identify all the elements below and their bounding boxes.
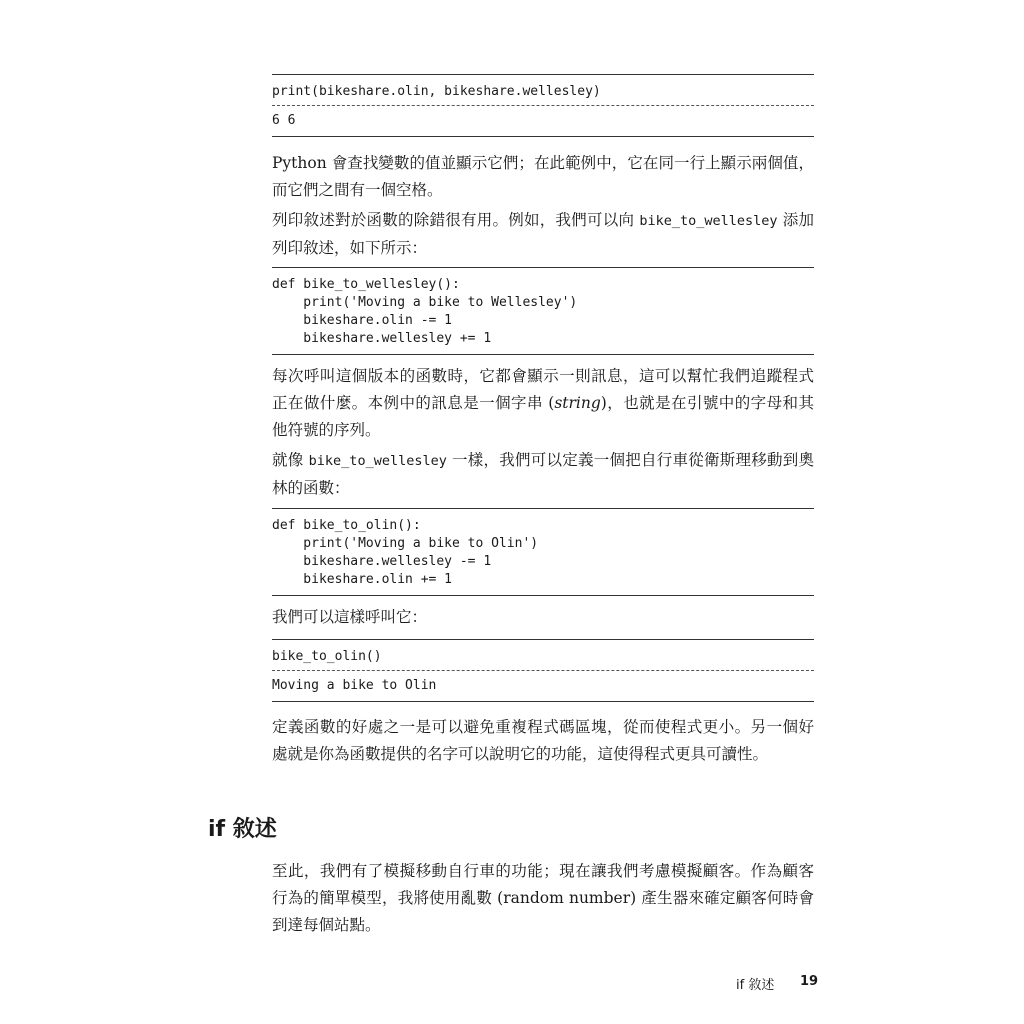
paragraph-customer-model: 至此，我們有了模擬移動自行車的功能；現在讓我們考慮模擬顧客。作為顧客行為的簡單模型，我將使用亂數 (random number) 產生器來確定顧客何時會到達每個站點。 bbox=[272, 862, 814, 934]
paragraph-text: 每次呼叫這個版本的函數時，它都會顯示一則訊息，這可以幫忙我們追蹤程式正在做什麼。本例中的訊息是一個字串 ( bbox=[272, 367, 814, 412]
paragraph-text: 列印敘述對於函數的除錯很有用。例如，我們可以向 bbox=[272, 211, 640, 229]
code-output: 6 6 bbox=[272, 105, 814, 136]
inline-code: bike_to_wellesley bbox=[639, 213, 778, 229]
code-block-bike-to-wellesley bbox=[272, 267, 814, 355]
code-block-call-bike-to-olin bbox=[272, 639, 814, 702]
paragraph-call-it: 我們可以這樣呼叫它： bbox=[272, 608, 428, 626]
paragraph-text: 添加列印敘述，如下所示： bbox=[272, 211, 814, 257]
inline-code: bike_to_wellesley bbox=[308, 453, 447, 469]
page-number: 19 bbox=[800, 974, 819, 989]
paragraph-python-display: Python 會查找變數的值並顯示它們；在此範例中，它在同一行上顯示兩個值，而它們之間有一個空格。 bbox=[272, 154, 814, 199]
paragraph-function-benefits: 定義函數的好處之一是可以避免重複程式碼區塊，從而使程式更小。另一個好處就是你為函數提供的名字可以說明它的功能，這使得程式更具可讀性。 bbox=[272, 718, 814, 763]
paragraph-text: 一樣，我們可以定義一個把自行車從衛斯理移動到奧林的函數： bbox=[272, 451, 814, 497]
paragraph-text: 就像 bbox=[272, 451, 309, 469]
code-block-print bbox=[272, 74, 814, 137]
code-output: Moving a bike to Olin bbox=[272, 670, 814, 701]
paragraph-text: )，也就是在引號中的字母和其他符號的序列。 bbox=[272, 394, 814, 439]
code-input: def bike_to_olin(): print('Moving a bike to Olin') bikeshare.wellesley -= 1 bikeshare.olin += 1 bbox=[272, 518, 539, 587]
paragraph-print-debugging bbox=[272, 207, 814, 262]
code-input: def bike_to_wellesley(): print('Moving a bike to Wellesley') bikeshare.olin -= 1 bikeshare.wellesley += 1 bbox=[272, 277, 578, 346]
code-block-bike-to-olin bbox=[272, 508, 814, 596]
paragraph-string-explanation bbox=[272, 363, 814, 444]
italic-term: string bbox=[554, 394, 601, 412]
paragraph-define-bike-to-olin bbox=[272, 447, 814, 502]
footer-section-label: if 敘述 bbox=[736, 978, 775, 993]
code-input: bike_to_olin() bbox=[272, 649, 382, 664]
section-heading: if 敘述 bbox=[208, 817, 277, 842]
code-input: print(bikeshare.olin, bikeshare.wellesley) bbox=[272, 84, 601, 99]
